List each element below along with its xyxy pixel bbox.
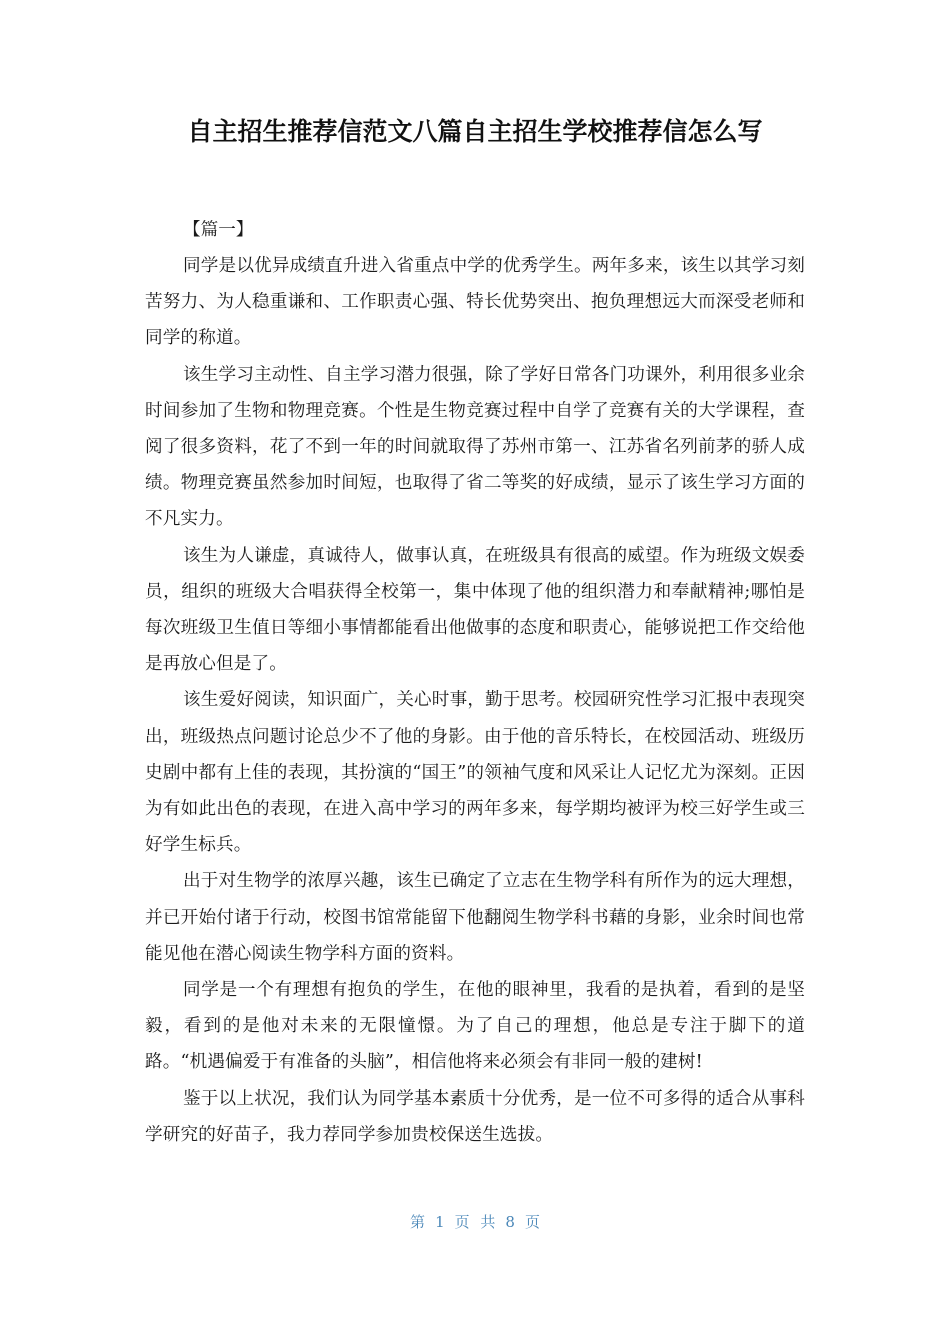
paragraph-7: 鉴于以上状况，我们认为同学基本素质十分优秀，是一位不可多得的适合从事科学研究的好苗子，我力荐同学参加贵校保送生选拔。 — [145, 1088, 805, 1145]
document-title: 自主招生推荐信范文八篇自主招生学校推荐信怎么写 — [187, 117, 763, 146]
paragraph-5: 出于对生物学的浓厚兴趣，该生已确定了立志在生物学科有所作为的远大理想，并已开始付诸于行动，校图书馆常能留下他翻阅生物学科书藉的身影，业余时间也常能见他在潜心阅读生物学科方面的资料。 — [145, 871, 805, 964]
paragraph-3: 该生为人谦虚，真诚待人，做事认真，在班级具有很高的威望。作为班级文娱委员，组织的班级大合唱获得全校第一，集中体现了他的组织潜力和奉献精神;哪怕是每次班级卫生值日等细小事情都能看出他做事的态度和职责心，能够说把工作交给他是再放心但是了。 — [145, 545, 805, 675]
footer-current-page: 1 — [435, 1213, 445, 1231]
footer-prefix: 第 — [410, 1213, 426, 1231]
document-body — [145, 212, 805, 1153]
paragraph-2: 该生学习主动性、自主学习潜力很强，除了学好日常各门功课外，利用很多业余时间参加了生物和物理竞赛。个性是生物竞赛过程中自学了竞赛有关的大学课程，查阅了很多资料，花了不到一年的时间就取得了苏州市第一、江苏省名列前茅的骄人成绩。物理竞赛虽然参加时间短，也取得了省二等奖的好成绩，显示了该生学习方面的不凡实力。 — [145, 364, 805, 530]
section-label: 【篇一】 — [183, 220, 254, 240]
paragraph-6: 同学是一个有理想有抱负的学生，在他的眼神里，我看的是执着，看到的是坚毅，看到的是他对未来的无限憧憬。为了自己的理想，他总是专注于脚下的道路。“机遇偏爱于有准备的头脑”，相信他将来必须会有非同一般的建树! — [145, 980, 805, 1073]
footer-suffix: 页 — [524, 1213, 540, 1231]
footer-total-pages: 8 — [505, 1213, 515, 1231]
page-footer — [0, 1208, 950, 1236]
footer-middle: 页 共 — [454, 1213, 496, 1231]
paragraph-1: 同学是以优异成绩直升进入省重点中学的优秀学生。两年多来，该生以其学习刻苦努力、为人稳重谦和、工作职责心强、特长优势突出、抱负理想远大而深受老师和同学的称道。 — [145, 256, 805, 349]
paragraph-4: 该生爱好阅读，知识面广，关心时事，勤于思考。校园研究性学习汇报中表现突出，班级热点问题讨论总少不了他的身影。由于他的音乐特长，在校园活动、班级历史剧中都有上佳的表现，其扮演的“国王”的领袖气度和风采让人记忆尤为深刻。正因为有如此出色的表现，在进入高中学习的两年多来，每学期均被评为校三好学生或三好学生标兵。 — [145, 690, 805, 856]
